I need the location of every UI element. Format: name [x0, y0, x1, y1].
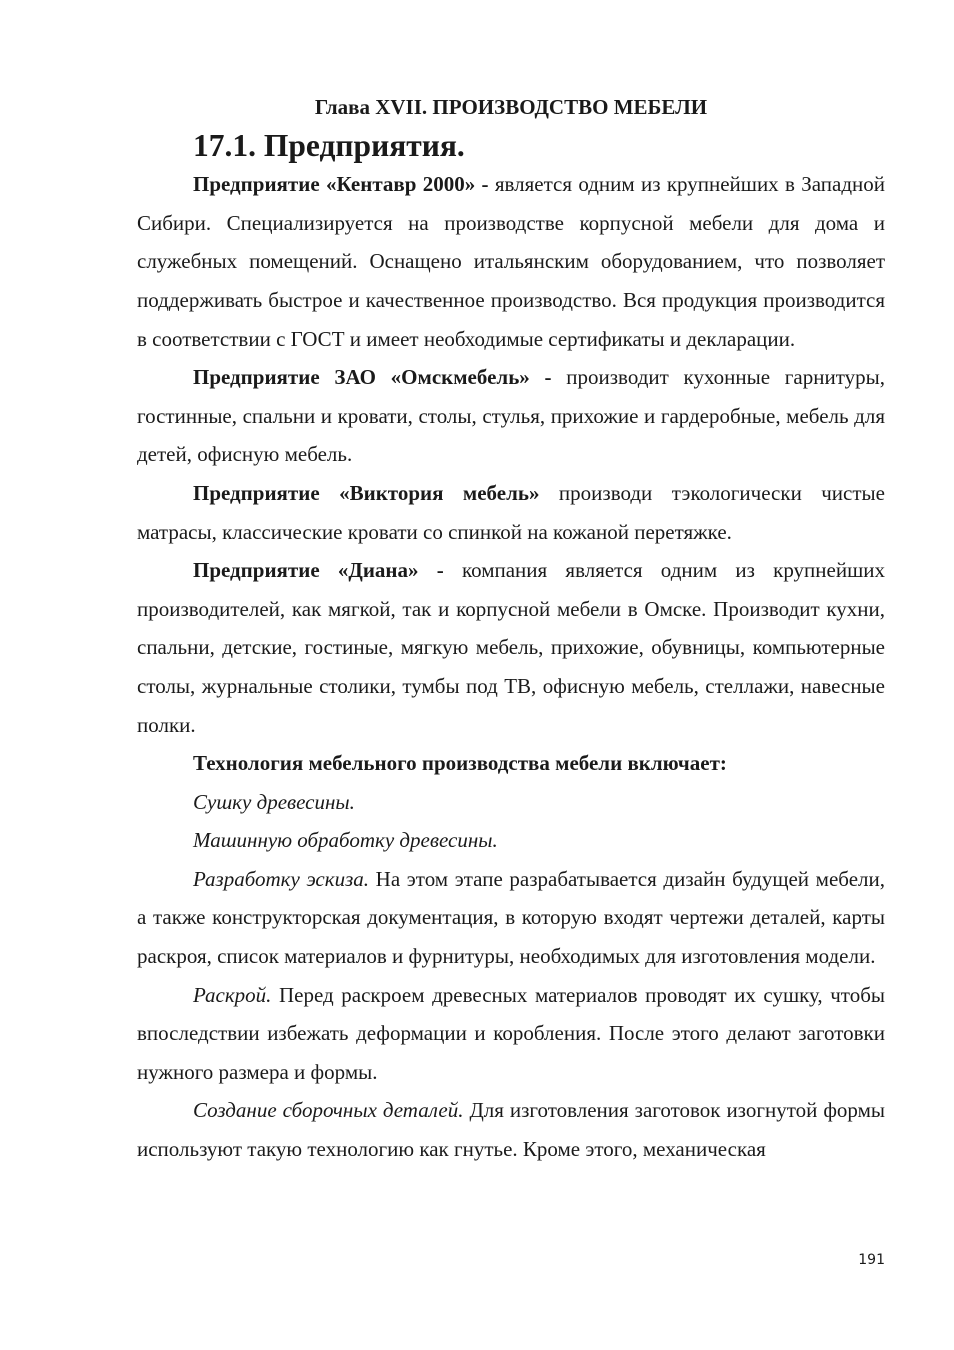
step-term: Разработку эскиза.: [193, 866, 370, 891]
enterprise-paragraph-diana: [137, 551, 885, 744]
page-number: 191: [858, 1252, 885, 1268]
page-content: [137, 88, 885, 1169]
step-drying: [137, 783, 885, 822]
step-term: Машинную обработку древесины.: [193, 828, 498, 853]
step-term: Раскрой.: [193, 982, 272, 1007]
enterprise-name: Предприятие «Диана» -: [193, 558, 444, 583]
enterprise-name: Предприятие «Кентавр 2000» -: [193, 172, 489, 197]
step-term: Создание сборочных деталей.: [193, 1098, 464, 1123]
step-cutting: [137, 976, 885, 1092]
technology-heading-text: Технология мебельного производства мебели включает:: [193, 751, 727, 776]
enterprise-name: Предприятие «Виктория мебель»: [193, 480, 540, 505]
step-assembly-parts: [137, 1091, 885, 1168]
step-sketch: [137, 860, 885, 976]
step-description: Для изготовления заготовок изогнутой формы используют такую технологию как гнутье. Кроме этого, механическая: [137, 1098, 886, 1162]
step-description: Перед раскроем древесных материалов проводят их сушку, чтобы впоследствии избежать деформации и коробления. После этого делают заготовки нужного размера и формы.: [137, 982, 885, 1084]
enterprise-description: производит кухонные гарнитуры, гостинные, спальни и кровати, столы, стулья, прихожие и гардеробные, мебель для детей, офисную мебель.: [137, 365, 885, 467]
enterprise-paragraph-kentavr: [137, 165, 885, 358]
enterprise-description: компания является одним из крупнейших производителей, как мягкой, так и корпусной мебели в Омске. Производит кухни, спальни, детские, гостиные, мягкую мебель, прихожие, обувницы, компьютерные столы, журнальные столики, тумбы под ТВ, офисную мебель, стеллажи, навесные полки.: [137, 558, 886, 737]
enterprise-paragraph-omskmebel: [137, 358, 885, 474]
chapter-title: Глава XVII. ПРОИЗВОДСТВО МЕБЕЛИ: [314, 95, 708, 119]
technology-heading: [137, 744, 885, 783]
step-term: Сушку древесины.: [193, 789, 355, 814]
step-description: На этом этапе разрабатывается дизайн будущей мебели, а также конструкторская документация, в которую входят чертежи деталей, карты раскроя, список материалов и фурнитуры, необходимых для изготовления модели.: [137, 866, 885, 969]
enterprise-description: производи тэкологически чистые матрасы, классические кровати со спинкой на кожаной перетяжке.: [137, 480, 885, 544]
step-machining: [137, 821, 885, 860]
enterprise-description: является одним из крупнейших в Западной Сибири. Специализируется на производстве корпусной мебели для дома и служебных помещений. Оснащено итальянским оборудованием, что позволяет поддерживать быстрое и качественное производство. Вся продукция производится в соответствии с ГОСТ и имеет необходимые сертификаты и декларации.: [137, 172, 886, 351]
enterprise-paragraph-viktoria: [137, 474, 885, 551]
enterprise-name: Предприятие ЗАО «Омскмебель» -: [193, 365, 552, 390]
section-title: 17.1. Предприятия.: [193, 127, 465, 163]
